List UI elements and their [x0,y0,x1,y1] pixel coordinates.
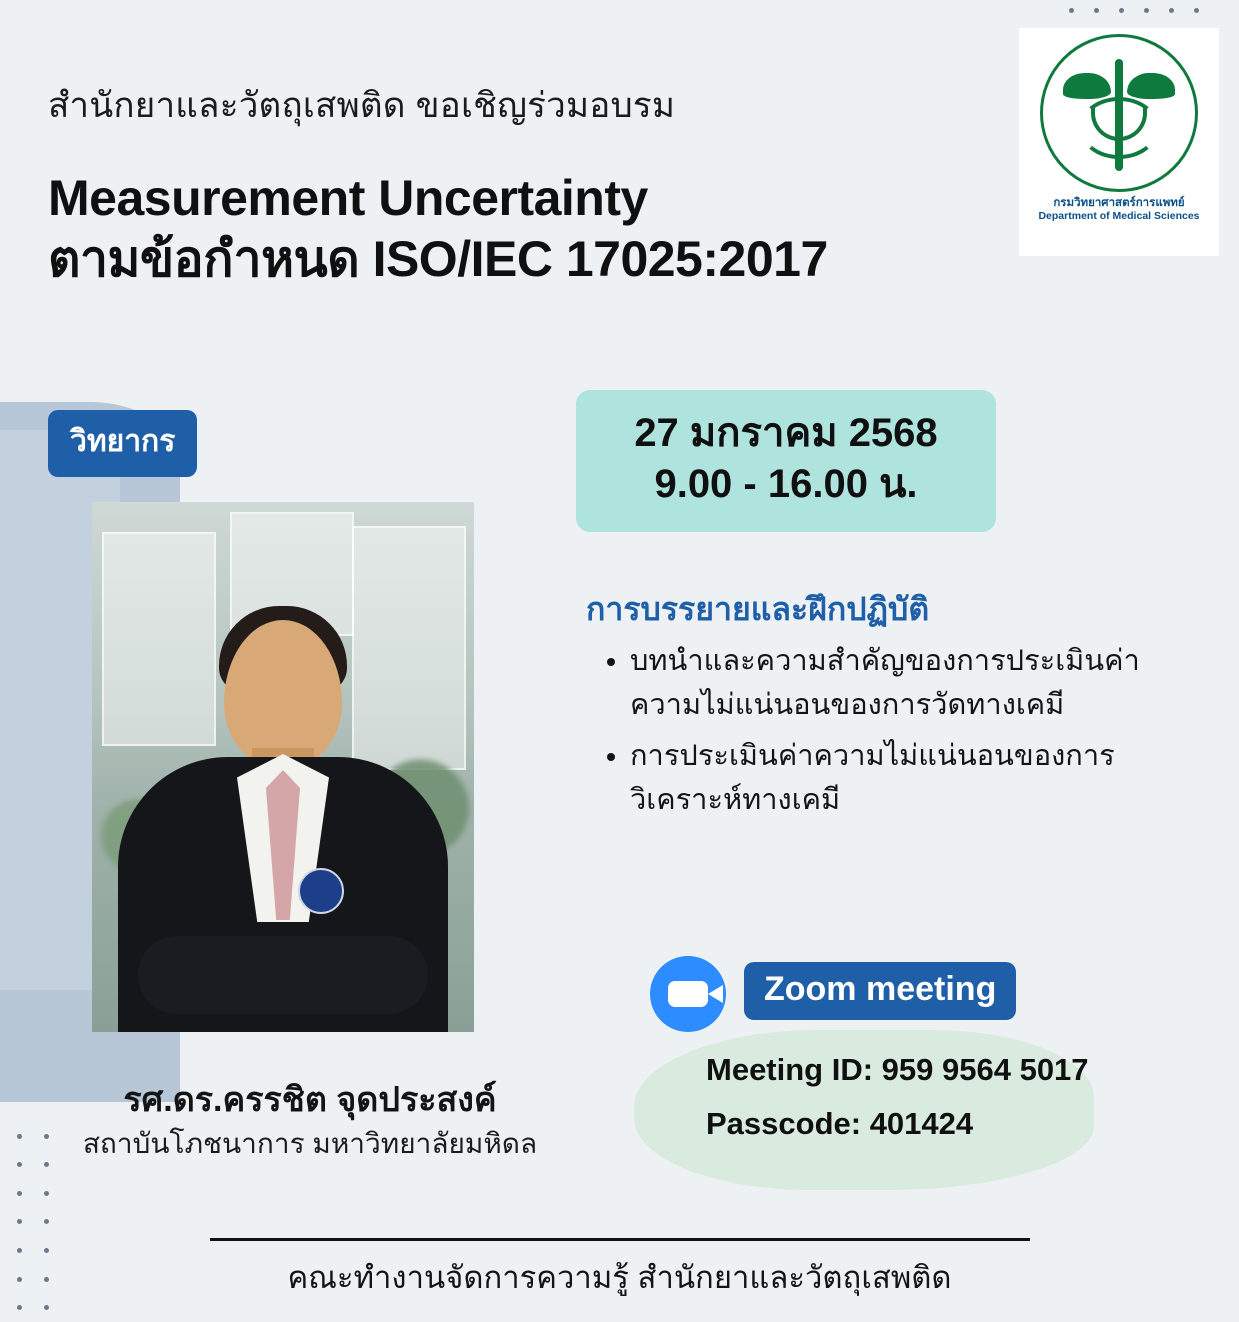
speaker-name: รศ.ดร.ครรชิต จุดประสงค์ [123,1081,497,1119]
agenda-heading: การบรรยายและฝึกปฏิบัติ [586,591,930,627]
footer-divider [210,1238,1030,1241]
schedule-box [576,390,996,532]
list-item: • บทนำและความสำคัญของการประเมินค่าความไม่แน่นอนของการวัดทางเคมี [630,640,1210,727]
zoom-meeting-id: Meeting ID: 959 9564 5017 [706,1052,1089,1087]
schedule-date: 27 มกราคม 2568 [634,411,938,455]
speaker-tag-badge: วิทยากร [48,410,197,477]
ministry-logo [1019,28,1219,256]
page-title-line-2: ตามข้อกำหนด ISO/IEC 17025:2017 [48,231,828,287]
list-item: • การประเมินค่าความไม่แน่นอนของการวิเคราะห์ทางเคมี [630,735,1210,822]
page-title [48,168,828,290]
speaker-portrait [92,502,474,1032]
logo-caption-th: กรมวิทยาศาสตร์การแพทย์ [1053,197,1185,209]
ministry-emblem-icon [1040,34,1198,192]
university-pin-icon [298,868,344,914]
zoom-passcode: Passcode: 401424 [706,1106,974,1141]
invitation-line: สำนักยาและวัตถุเสพติด ขอเชิญร่วมอบรม [48,86,676,125]
zoom-meeting-badge: Zoom meeting [744,962,1016,1020]
logo-caption-en: Department of Medical Sciences [1038,210,1200,223]
footer-organizer: คณะทำงานจัดการความรู้ สำนักยาและวัตถุเสพติด [287,1260,952,1295]
schedule-time: 9.00 - 16.00 น. [654,462,918,507]
zoom-camera-icon [650,956,726,1032]
agenda-list [598,640,1210,830]
speaker-affiliation: สถาบันโภชนาการ มหาวิทยาลัยมหิดล [82,1128,538,1159]
page-title-line-1: Measurement Uncertainty [48,170,648,226]
